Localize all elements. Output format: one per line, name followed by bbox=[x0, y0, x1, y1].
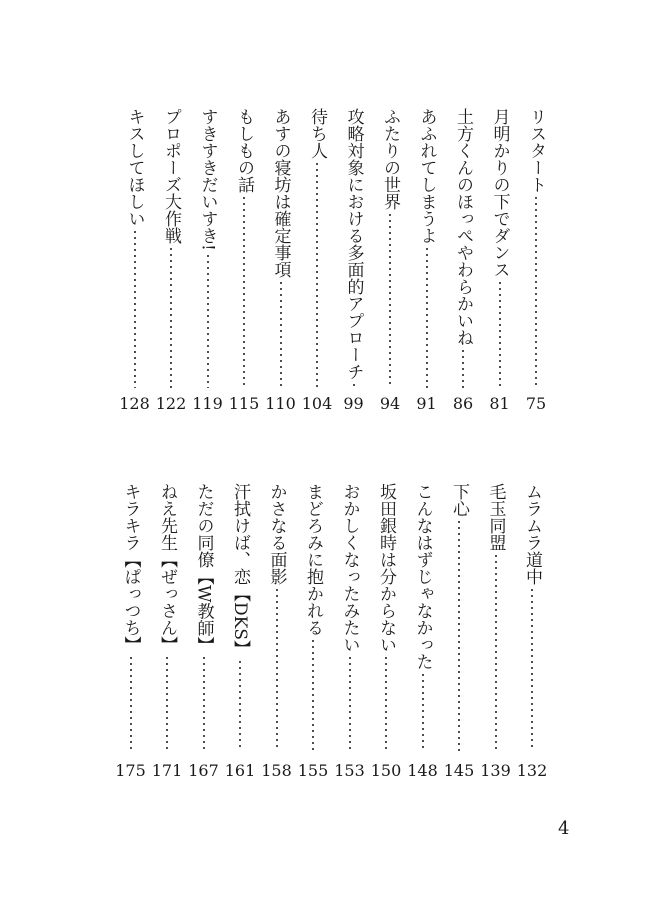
toc-entry bbox=[151, 483, 183, 782]
toc-entry bbox=[338, 108, 370, 415]
dot-leader bbox=[280, 280, 282, 388]
dot-leader bbox=[316, 161, 318, 388]
toc-entry-page-number: 155 bbox=[297, 761, 329, 780]
toc-entry-page-number: 115 bbox=[228, 394, 260, 413]
dot-leader bbox=[535, 195, 537, 388]
toc-entry-page-number: 128 bbox=[119, 394, 150, 413]
dot-leader bbox=[130, 655, 132, 751]
toc-entry-page-number: 75 bbox=[525, 394, 547, 413]
toc-entry-title: 土方くんのほっぺやわらかいね bbox=[453, 108, 473, 346]
toc-entry-title: こんなはずじゃなかった bbox=[412, 483, 433, 670]
toc-entry-page-number: 86 bbox=[452, 394, 474, 413]
toc-entry bbox=[119, 108, 151, 415]
toc-entry-page-number: 158 bbox=[261, 761, 292, 780]
toc-entry bbox=[224, 483, 256, 782]
toc-entry-title: 攻略対象における多面的アプローチ bbox=[343, 108, 364, 380]
toc-entry bbox=[407, 483, 439, 782]
toc-entry bbox=[374, 108, 406, 415]
toc-entry-page-number: 167 bbox=[188, 761, 219, 780]
toc-entry-page-number: 94 bbox=[379, 394, 401, 413]
toc-entry-title: キスしてほしい bbox=[124, 108, 145, 227]
toc-entry bbox=[334, 483, 366, 782]
toc-entry bbox=[192, 108, 224, 415]
dot-leader bbox=[170, 246, 172, 388]
toc-entry-page-number: 132 bbox=[516, 761, 548, 780]
toc-entry-page-number: 171 bbox=[151, 761, 183, 780]
toc-entry bbox=[516, 483, 548, 782]
toc-entry bbox=[484, 108, 516, 415]
toc-entry-page-number: 91 bbox=[416, 394, 437, 413]
dot-leader bbox=[353, 382, 355, 388]
toc-entry bbox=[520, 108, 552, 415]
toc-entry bbox=[265, 108, 297, 415]
dot-leader bbox=[134, 229, 136, 388]
toc-entry bbox=[261, 483, 293, 782]
dot-leader bbox=[499, 280, 501, 388]
toc-entry-title: 待ち人 bbox=[307, 108, 327, 159]
toc-entry-page-number: 81 bbox=[489, 394, 510, 413]
toc-entry-title: 毛玉同盟 bbox=[485, 483, 506, 551]
dot-leader bbox=[207, 253, 209, 388]
toc-entry-title: リスタート bbox=[526, 108, 546, 193]
toc-entry-page-number: 150 bbox=[370, 761, 402, 780]
dot-leader bbox=[385, 655, 387, 751]
dot-leader bbox=[462, 348, 464, 388]
toc-entry-title: ふたりの世界 bbox=[380, 108, 400, 210]
toc-entry-page-number: 175 bbox=[115, 761, 146, 780]
toc-entry-page-number: 153 bbox=[334, 761, 365, 780]
toc-entry-page-number: 119 bbox=[192, 394, 223, 413]
toc-entry-title: 汗拭けば、恋【DKS】 bbox=[230, 483, 250, 657]
dot-leader bbox=[203, 655, 205, 751]
toc-entry-title: 下心 bbox=[449, 483, 469, 517]
toc-entry bbox=[411, 108, 443, 415]
dot-leader bbox=[243, 195, 245, 388]
toc-entry-title: ムラムラ道中 bbox=[522, 483, 542, 585]
toc-entry-title: まどろみに抱かれる bbox=[303, 483, 323, 636]
toc-entry-page-number: 122 bbox=[155, 394, 187, 413]
dot-leader bbox=[276, 587, 278, 751]
dot-leader bbox=[495, 553, 497, 751]
toc-entry bbox=[447, 108, 479, 415]
toc-entry-title: 月明かりの下でダンス bbox=[489, 108, 510, 278]
toc-entry-page-number: 145 bbox=[443, 761, 475, 780]
toc-entry-page-number: 139 bbox=[480, 761, 511, 780]
dot-leader bbox=[422, 672, 424, 751]
toc-entry-title: キラキラ【ぱっつち】 bbox=[120, 483, 141, 653]
toc-entry-page-number: 99 bbox=[343, 394, 364, 413]
toc-entry-page-number: 161 bbox=[224, 761, 256, 780]
dot-leader bbox=[426, 246, 428, 388]
toc-entry-title: あふれてしまうよ bbox=[416, 108, 437, 244]
toc-entry bbox=[188, 483, 220, 782]
toc-entry-title: ねえ先生【ぜっさん】 bbox=[157, 483, 177, 653]
toc-entry bbox=[297, 483, 329, 782]
dot-leader bbox=[531, 587, 533, 751]
toc-entry bbox=[228, 108, 260, 415]
toc-entry-title: プロポーズ大作戦 bbox=[161, 108, 181, 244]
toc-entry bbox=[370, 483, 402, 782]
dot-leader bbox=[349, 655, 351, 751]
toc-entry bbox=[443, 483, 475, 782]
toc-entry-page-number: 104 bbox=[301, 394, 333, 413]
toc-entry-title: もしもの話 bbox=[234, 108, 254, 193]
toc-entry bbox=[480, 483, 512, 782]
toc-entry-title: すきすきだいすき! bbox=[197, 108, 218, 251]
toc-entry-title: あすの寝坊は確定事項 bbox=[270, 108, 291, 278]
toc-entry-title: ただの同僚【W教師】 bbox=[193, 483, 214, 654]
page-number: 4 bbox=[558, 818, 570, 839]
toc-entry bbox=[155, 108, 187, 415]
dot-leader bbox=[389, 212, 391, 388]
toc-entry-title: おかしくなったみたい bbox=[339, 483, 360, 653]
dot-leader bbox=[458, 519, 460, 751]
dot-leader bbox=[166, 655, 168, 751]
toc-entry bbox=[301, 108, 333, 415]
dot-leader bbox=[239, 659, 241, 751]
toc-entry-page-number: 110 bbox=[265, 394, 296, 413]
toc-entry-title: かさなる面影 bbox=[266, 483, 287, 585]
toc-entry bbox=[115, 483, 147, 782]
toc-entry-page-number: 148 bbox=[407, 761, 438, 780]
toc-entry-title: 坂田銀時は分からない bbox=[376, 483, 396, 653]
dot-leader bbox=[312, 638, 314, 751]
